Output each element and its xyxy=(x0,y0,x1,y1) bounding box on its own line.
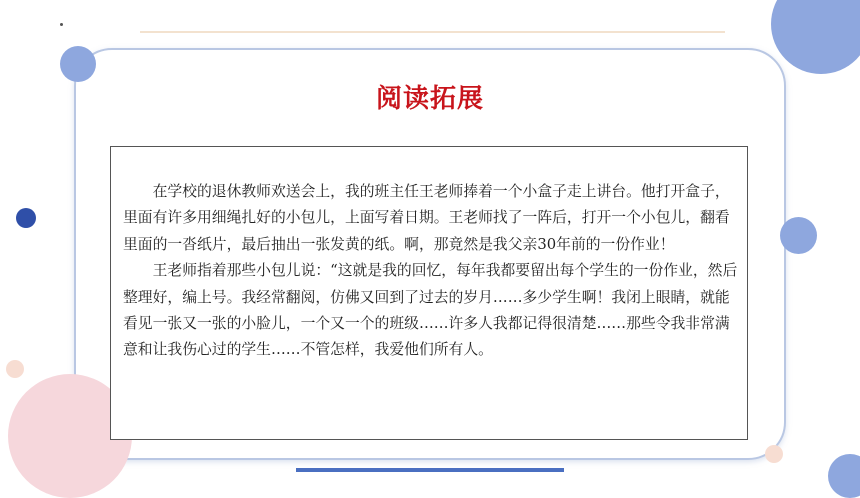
decorative-circle-top-left xyxy=(60,46,96,82)
top-divider-line xyxy=(140,31,725,33)
bottom-accent-bar xyxy=(296,468,564,472)
passage-paragraph-1: 在学校的退休教师欢送会上，我的班主任王老师捧着一个小盒子走上讲台。他打开盒子，里面有许多用细绳扎好的小包儿，上面写着日期。王老师找了一阵后，打开一个小包儿，翻看里面的一沓纸片，最后抽出一张发黄的纸。啊，那竟然是我父亲30年前的一份作业！ xyxy=(123,183,730,253)
decorative-dot xyxy=(60,23,63,26)
decorative-circle-left-dark xyxy=(16,208,36,228)
reading-passage xyxy=(110,146,748,440)
decorative-circle-bottom-right xyxy=(828,454,860,498)
decorative-circle-bottom-right-peach xyxy=(765,445,783,463)
decorative-circle-left-peach xyxy=(6,360,24,378)
passage-paragraph-2: 王老师指着那些小包儿说：“这就是我的回忆，每年我都要留出每个学生的一份作业，然后整理好，编上号。我经常翻阅，仿佛又回到了过去的岁月……多少学生啊！我闭上眼睛，就能看见一张又一张的小脸儿，一个又一个的班级……许多人我都记得很清楚……那些令我非常满意和让我伤心过的学生……不管怎样，我爱他们所有人。 xyxy=(123,262,738,359)
decorative-circle-right xyxy=(780,217,817,254)
decorative-circle-top-right xyxy=(771,0,860,74)
page-title: 阅读拓展 xyxy=(375,84,484,114)
